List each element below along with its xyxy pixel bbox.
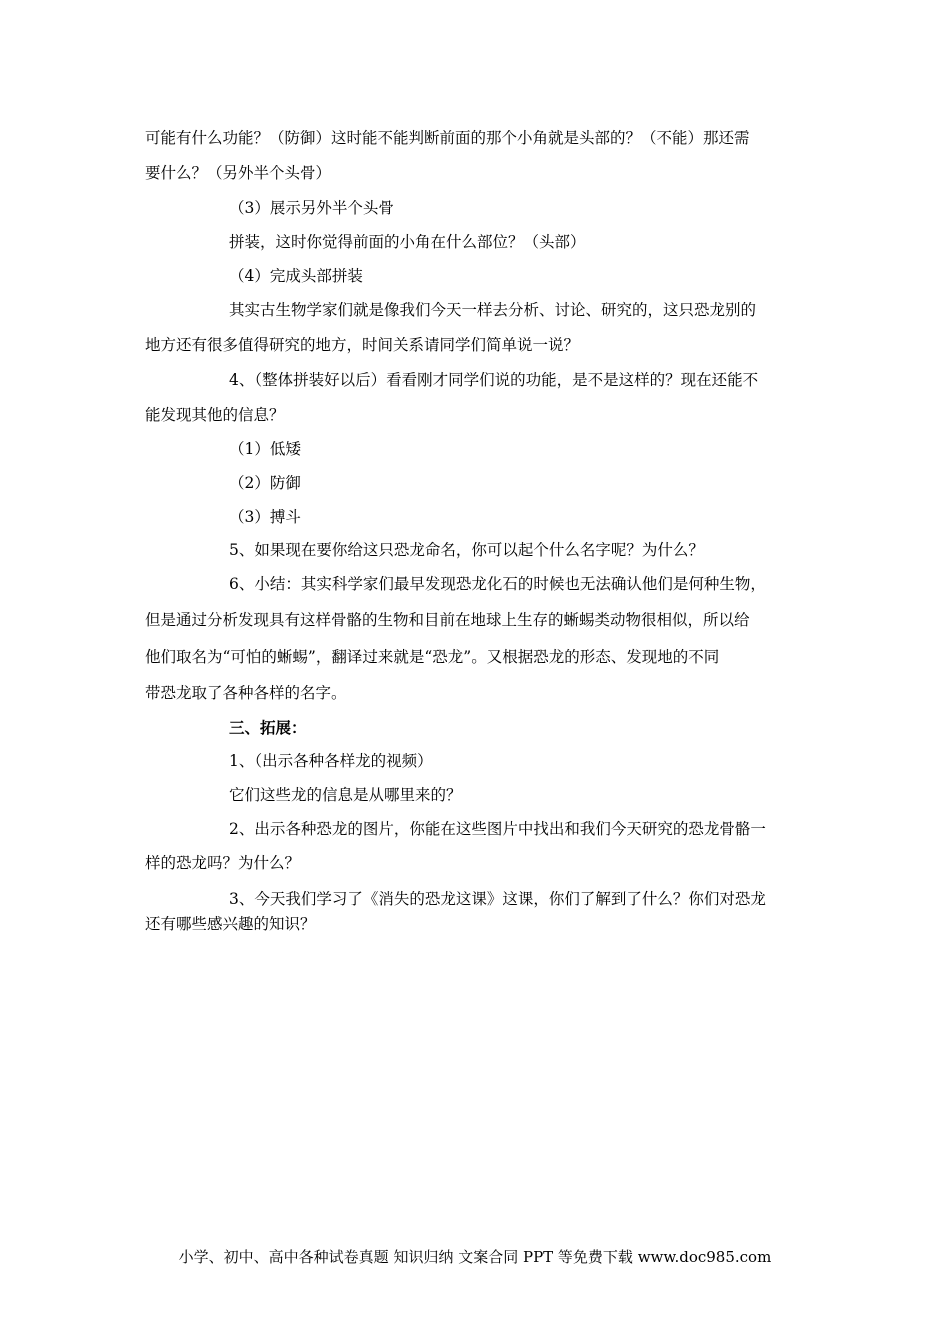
paragraph-line: 能发现其他的信息？ [145, 406, 285, 424]
paragraph-line: 5、如果现在要你给这只恐龙命名，你可以起个什么名字呢？为什么？ [229, 541, 704, 559]
list-item: （3）展示另外半个头骨 [229, 199, 394, 217]
paragraph-line: 但是通过分析发现具有这样骨骼的生物和目前在地球上生存的蜥蜴类动物很相似，所以给 [145, 611, 750, 629]
paragraph-line: 可能有什么功能？（防御）这时能不能判断前面的那个小角就是头部的？（不能）那还需 [145, 129, 750, 147]
paragraph-line: 地方还有很多值得研究的地方，时间关系请同学们简单说一说？ [145, 336, 580, 354]
list-item: （1）低矮 [229, 440, 301, 458]
paragraph-line: 样的恐龙吗？为什么？ [145, 854, 301, 872]
list-item: （4）完成头部拼装 [229, 267, 363, 285]
paragraph-line: 3、今天我们学习了《消失的恐龙这课》这课，你们了解到了什么？你们对恐龙 [229, 890, 766, 908]
paragraph-line: 6、小结：其实科学家们最早发现恐龙化石的时候也无法确认他们是何种生物， [229, 575, 766, 593]
paragraph-line: 他们取名为“可怕的蜥蜴”，翻译过来就是“恐龙”。又根据恐龙的形态、发现地的不同 [145, 648, 720, 666]
list-item: （3）搏斗 [229, 508, 301, 526]
paragraph-line: 2、出示各种恐龙的图片，你能在这些图片中找出和我们今天研究的恐龙骨骼一 [229, 820, 766, 838]
paragraph-line: 还有哪些感兴趣的知识？ [145, 915, 316, 933]
section-heading: 三、拓展： [229, 718, 307, 737]
paragraph-line: 其实古生物学家们就是像我们今天一样去分析、讨论、研究的，这只恐龙别的 [229, 301, 757, 319]
paragraph-line: 拼装，这时你觉得前面的小角在什么部位？（头部） [229, 233, 586, 251]
list-item: （2）防御 [229, 474, 301, 492]
paragraph-line: 它们这些龙的信息是从哪里来的？ [229, 786, 462, 804]
page-footer: 小学、初中、高中各种试卷真题 知识归纳 文案合同 PPT 等免费下载 www.doc985.com [178, 1248, 772, 1266]
paragraph-line: 带恐龙取了各种各样的名字。 [145, 684, 347, 702]
paragraph-line: 要什么？（另外半个头骨） [145, 164, 332, 182]
paragraph-line: 4、（整体拼装好以后）看看刚才同学们说的功能，是不是这样的？现在还能不 [229, 371, 759, 389]
list-item: 1、（出示各种各样龙的视频） [229, 752, 433, 770]
